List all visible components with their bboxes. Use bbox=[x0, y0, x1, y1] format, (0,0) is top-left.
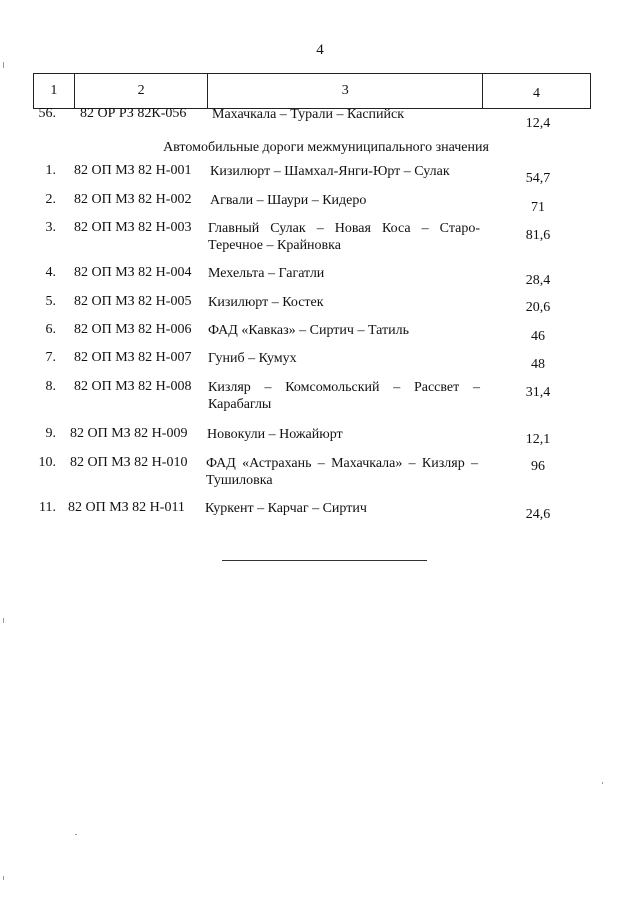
row-number: 10. bbox=[38, 455, 56, 470]
road-code: 82 ОП МЗ 82 Н-004 bbox=[74, 265, 192, 280]
road-code: 82 ОР РЗ 82К-056 bbox=[80, 106, 187, 121]
end-divider bbox=[222, 560, 427, 561]
scan-speck bbox=[75, 834, 77, 835]
road-length: 31,4 bbox=[525, 385, 551, 400]
road-name: ФАД «Астрахань – Махачкала» – Кизляр – Тушиловка bbox=[206, 456, 478, 488]
road-length: 12,1 bbox=[525, 432, 551, 447]
road-name: Кизилюрт – Шамхал-Янги-Юрт – Сулак bbox=[210, 164, 450, 179]
road-code: 82 ОП МЗ 82 Н-010 bbox=[70, 455, 188, 470]
row-number: 9. bbox=[45, 426, 56, 441]
road-length: 20,6 bbox=[525, 300, 551, 315]
road-name: Новокули – Ножайюрт bbox=[207, 427, 343, 442]
row-number: 5. bbox=[45, 294, 56, 309]
row-number: 2. bbox=[45, 192, 56, 207]
road-code: 82 ОП МЗ 82 Н-005 bbox=[74, 294, 192, 309]
row-number: 11. bbox=[39, 500, 56, 515]
road-name: Кизилюрт – Костек bbox=[208, 295, 324, 310]
header-col-1: 1 bbox=[34, 74, 75, 109]
road-name: ФАД «Кавказ» – Сиртич – Татиль bbox=[208, 323, 409, 338]
row-number: 4. bbox=[45, 265, 56, 280]
page-number: 4 bbox=[316, 42, 324, 58]
header-col-3: 3 bbox=[208, 74, 482, 109]
road-length: 96 bbox=[531, 459, 545, 474]
scan-speck bbox=[602, 782, 603, 784]
road-name: Главный Сулак – Новая Коса – Старо-Теречное – Крайновка bbox=[208, 221, 480, 253]
road-name: Куркент – Карчаг – Сиртич bbox=[205, 501, 367, 516]
road-length: 46 bbox=[531, 329, 545, 344]
scan-speck bbox=[3, 876, 4, 880]
row-number: 1. bbox=[45, 163, 56, 178]
row-number: 56. bbox=[38, 106, 56, 121]
road-code: 82 ОП МЗ 82 Н-006 bbox=[74, 322, 192, 337]
road-length: 54,7 bbox=[525, 171, 551, 186]
row-number: 3. bbox=[45, 220, 56, 235]
scan-speck bbox=[3, 62, 4, 68]
header-col-4: 4 bbox=[482, 74, 590, 109]
road-code: 82 ОП МЗ 82 Н-008 bbox=[74, 379, 192, 394]
road-code: 82 ОП МЗ 82 Н-001 bbox=[74, 163, 192, 178]
row-number: 8. bbox=[45, 379, 56, 394]
road-name: Агвали – Шаури – Кидеро bbox=[210, 193, 367, 208]
road-length: 28,4 bbox=[525, 273, 551, 288]
section-title: Автомобильные дороги межмуниципального значения bbox=[163, 140, 489, 155]
road-name: Махачкала – Турали – Каспийск bbox=[212, 107, 405, 122]
road-name: Кизляр – Комсомольский – Рассвет – Карабаглы bbox=[208, 380, 480, 412]
road-length: 81,6 bbox=[525, 228, 551, 243]
road-name: Мехельта – Гагатли bbox=[208, 266, 325, 281]
road-length: 48 bbox=[531, 357, 545, 372]
row-number: 6. bbox=[45, 322, 56, 337]
road-name: Гуниб – Кумух bbox=[208, 351, 297, 366]
road-length: 12,4 bbox=[525, 116, 551, 131]
road-length: 71 bbox=[531, 200, 545, 215]
road-code: 82 ОП МЗ 82 Н-007 bbox=[74, 350, 192, 365]
road-code: 82 ОП МЗ 82 Н-003 bbox=[74, 220, 192, 235]
road-length: 24,6 bbox=[525, 507, 551, 522]
road-code: 82 ОП МЗ 82 Н-002 bbox=[74, 192, 192, 207]
road-code: 82 ОП МЗ 82 Н-011 bbox=[68, 500, 185, 515]
row-number: 7. bbox=[45, 350, 56, 365]
table-header bbox=[33, 73, 591, 109]
header-col-2: 2 bbox=[74, 74, 208, 109]
road-code: 82 ОП МЗ 82 Н-009 bbox=[70, 426, 188, 441]
scan-speck bbox=[3, 618, 4, 623]
